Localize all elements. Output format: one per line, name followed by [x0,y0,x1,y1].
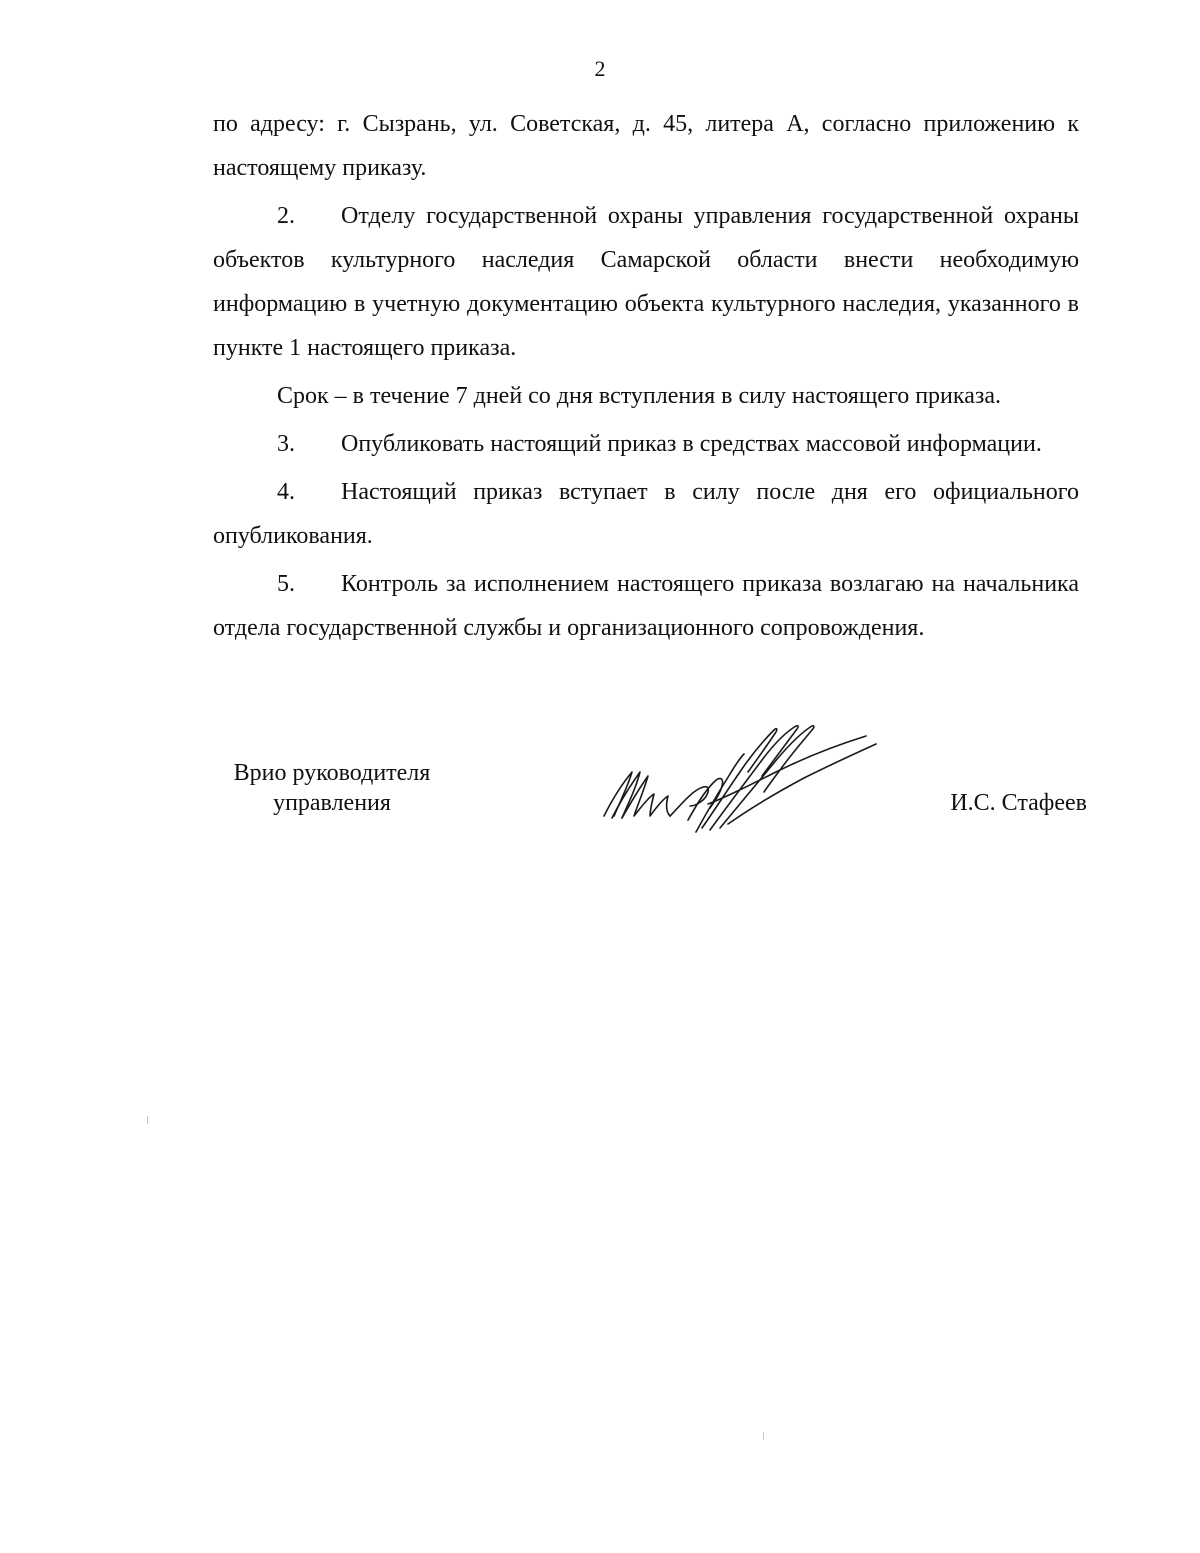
handwritten-signature [598,720,878,840]
item-number: 5. [277,571,295,597]
page-number: 2 [594,56,606,81]
paragraph-text: Настоящий приказ вступает в силу после дня его официального опубликования. [213,479,1079,549]
signer-title-line-1: Врио руководителя [233,760,431,786]
paragraph-item-4 [213,470,1079,558]
paragraph-item-5 [213,562,1079,650]
signer-name: И.С. Стафеев [950,790,1087,816]
paragraph-text: Отделу государственной охраны управления государственной охраны объектов культурного наследия Самарской области внести необходимую информацию в учетную документацию объекта культурного наследия, указанного в пункте 1 настоящего приказа. [213,203,1079,361]
scan-artifact [147,1116,148,1124]
paragraph-text: Опубликовать настоящий приказ в средствах массовой информации. [341,431,1042,457]
scan-artifact [763,1432,764,1440]
paragraph-item-3 [213,422,1079,466]
paragraph-text: Контроль за исполнением настоящего приказа возлагаю на начальника отдела государственной службы и организационного сопровождения. [213,571,1079,641]
paragraph-item-2 [213,194,1079,370]
paragraph-address-continuation [213,102,1079,190]
item-number: 3. [277,431,295,457]
document-body [213,102,1079,650]
item-number: 2. [277,203,295,229]
item-number: 4. [277,479,295,505]
signer-title-line-2: управления [273,790,391,816]
paragraph-text: по адресу: г. Сызрань, ул. Советская, д. 45, литера А, согласно приложению к настоящему приказу. [213,111,1079,181]
paragraph-deadline [213,374,1079,418]
paragraph-text: Срок – в течение 7 дней со дня вступления в силу настоящего приказа. [277,383,1001,409]
signer-title [214,758,450,818]
signature-block [0,720,1200,870]
